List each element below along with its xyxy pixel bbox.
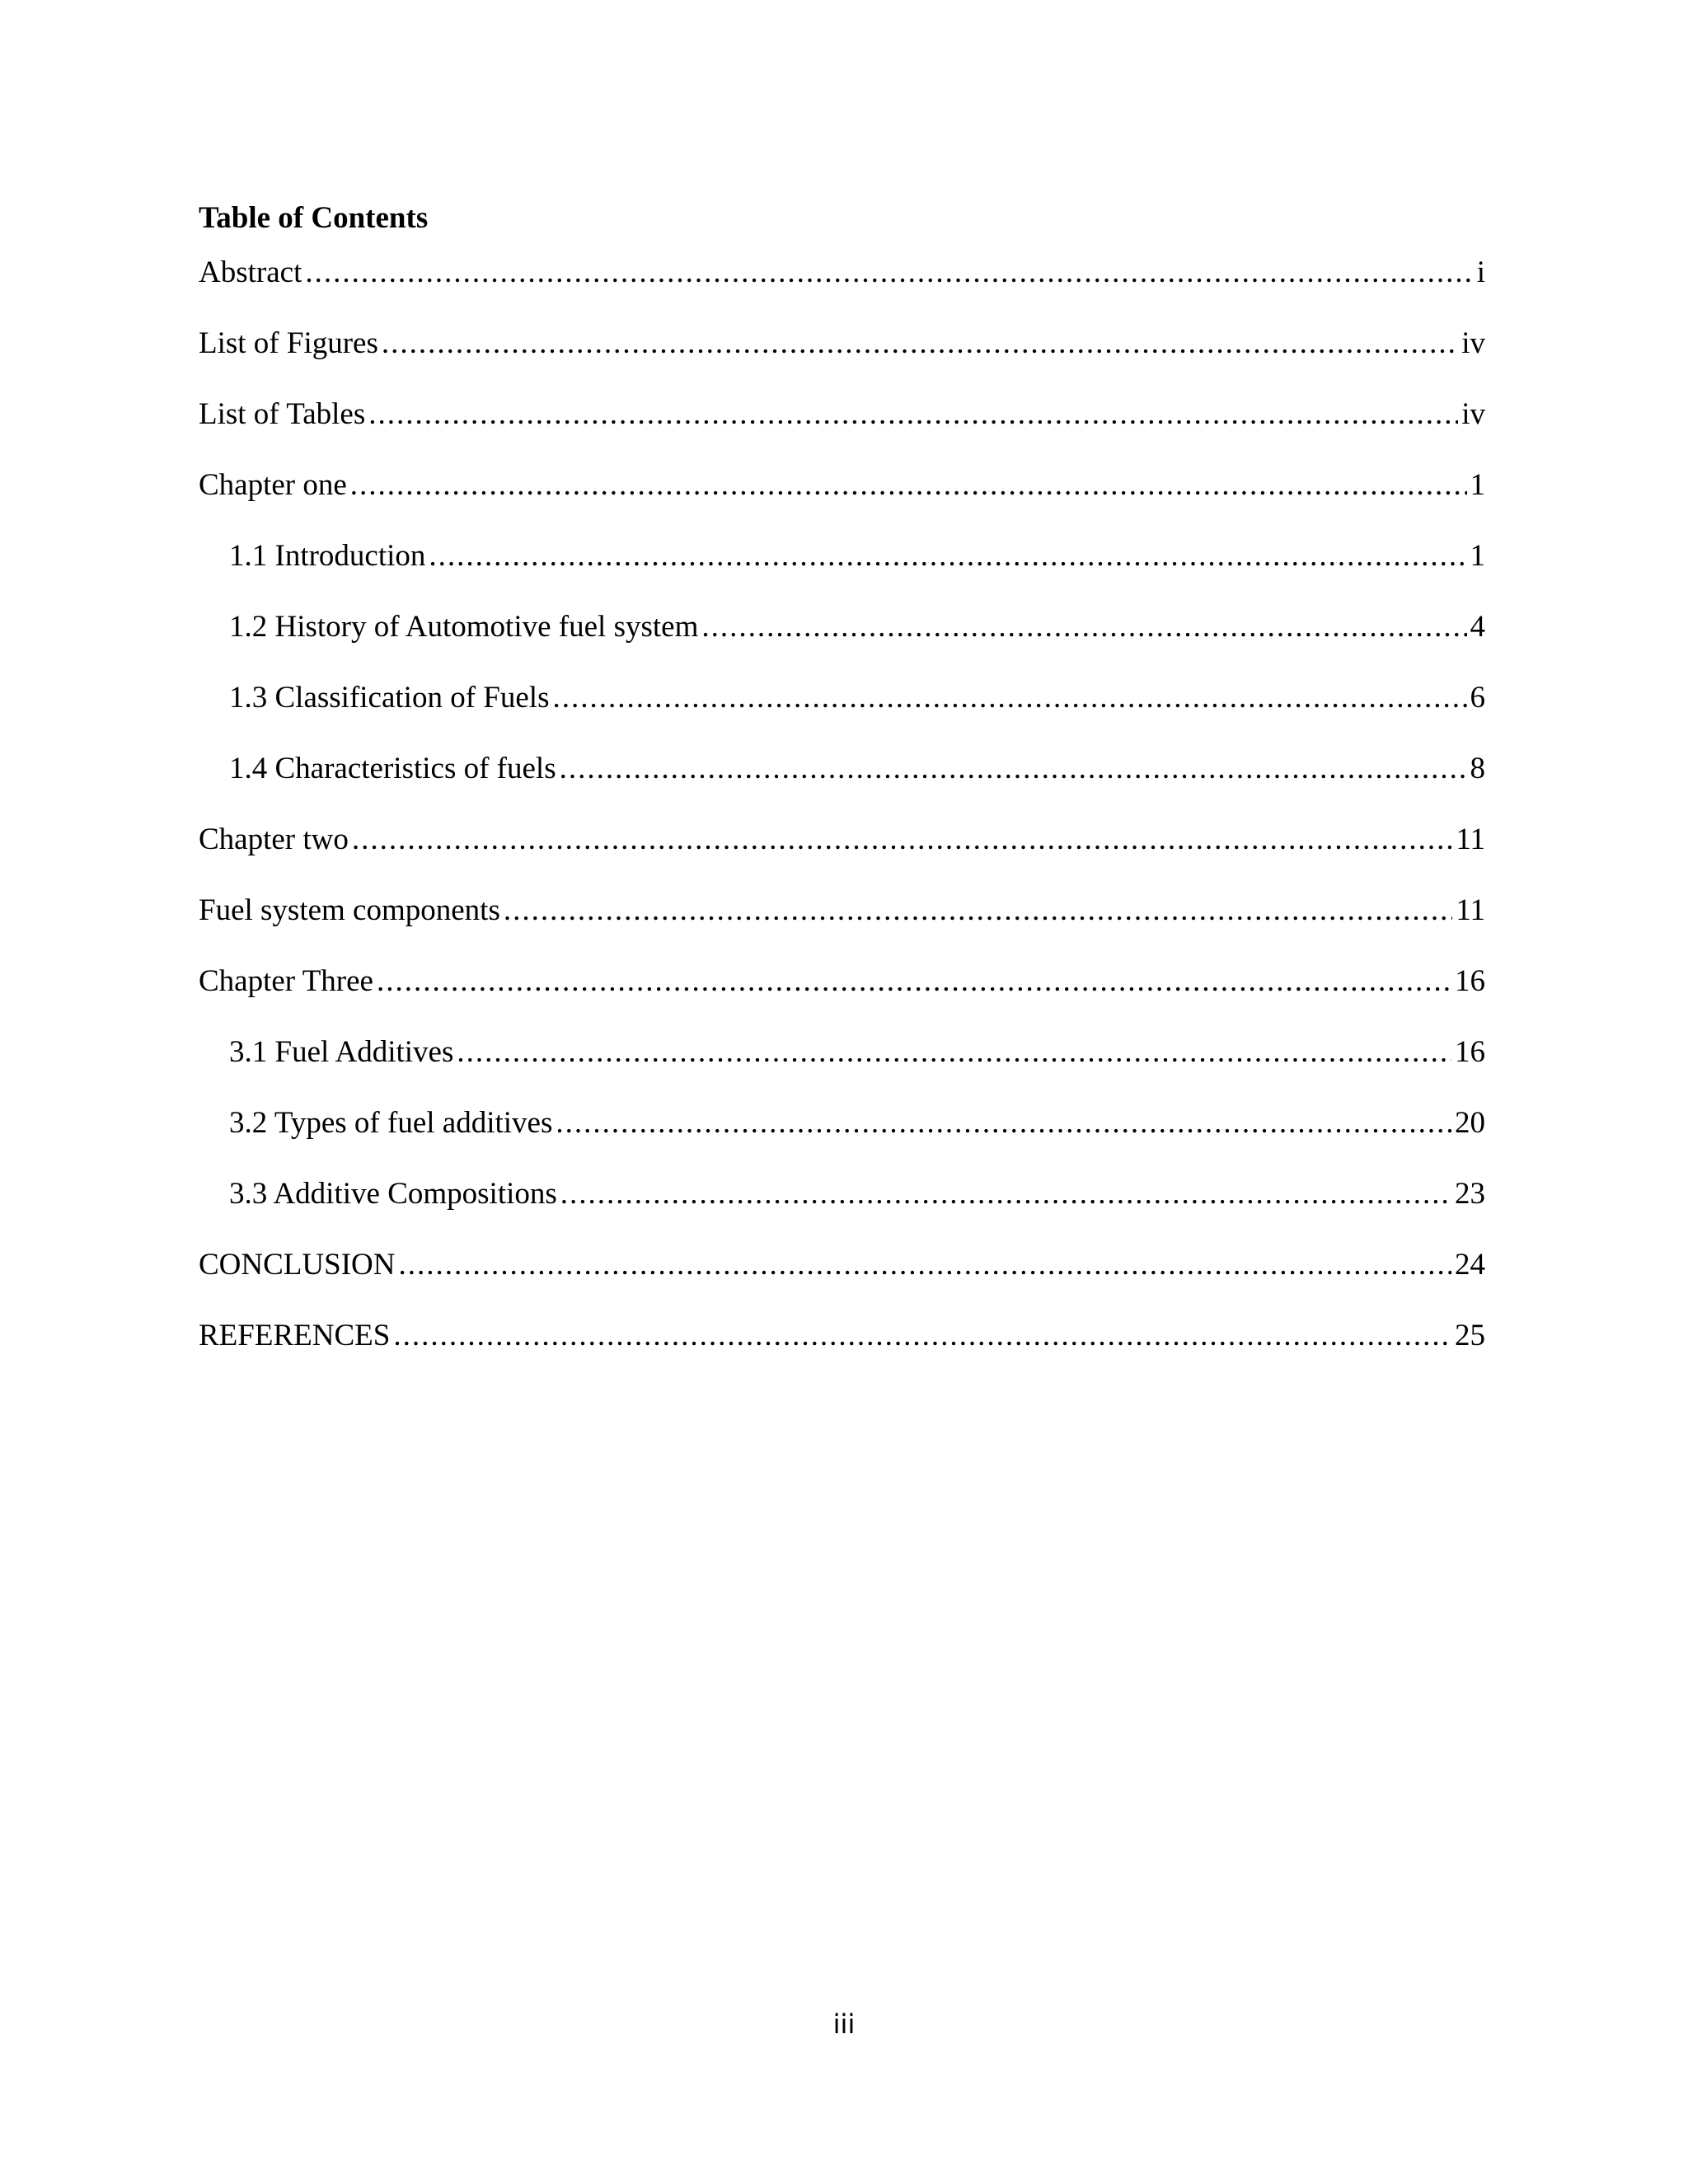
toc-entry-label: 1.1 Introduction xyxy=(229,539,426,573)
toc-entry-label: Chapter one xyxy=(199,468,347,502)
toc-entry-page: 1 xyxy=(1470,539,1485,573)
dot-leader xyxy=(701,606,1466,649)
toc-entry-classification[interactable] xyxy=(199,677,1485,748)
toc-entry-page: iv xyxy=(1461,326,1485,360)
toc-title: Table of Contents xyxy=(199,201,429,235)
toc-entry-label: REFERENCES xyxy=(199,1319,391,1352)
dot-leader xyxy=(457,1031,1451,1074)
toc-entry-page: 4 xyxy=(1470,610,1485,644)
toc-entry-conclusion[interactable] xyxy=(199,1244,1485,1315)
dot-leader xyxy=(560,748,1467,790)
toc-entry-chapter-three[interactable] xyxy=(199,960,1485,1031)
toc-list xyxy=(199,251,1485,1385)
toc-entry-page: 11 xyxy=(1456,893,1485,927)
dot-leader xyxy=(377,960,1451,1003)
dot-leader xyxy=(398,1244,1451,1286)
toc-entry-additive-compositions[interactable] xyxy=(199,1173,1485,1244)
toc-entry-page: 20 xyxy=(1455,1106,1485,1140)
toc-entry-page: iv xyxy=(1461,397,1485,431)
toc-entry-label: List of Tables xyxy=(199,397,366,431)
dot-leader xyxy=(393,1315,1451,1357)
toc-entry-page: i xyxy=(1476,255,1485,289)
toc-entry-label: Abstract xyxy=(199,255,302,289)
toc-entry-page: 25 xyxy=(1455,1319,1485,1352)
toc-entry-introduction[interactable] xyxy=(199,535,1485,606)
toc-entry-label: 3.1 Fuel Additives xyxy=(229,1035,454,1069)
toc-entry-list-of-figures[interactable] xyxy=(199,322,1485,393)
dot-leader xyxy=(552,677,1466,719)
page-number: iii xyxy=(832,2008,856,2040)
toc-entry-page: 1 xyxy=(1470,468,1485,502)
toc-entry-characteristics[interactable] xyxy=(199,748,1485,818)
toc-entry-page: 6 xyxy=(1470,681,1485,715)
toc-entry-label: 3.2 Types of fuel additives xyxy=(229,1106,553,1140)
toc-entry-page: 8 xyxy=(1470,752,1485,785)
dot-leader xyxy=(368,393,1458,436)
toc-entry-page: 23 xyxy=(1455,1177,1485,1211)
toc-entry-label: Chapter two xyxy=(199,823,349,856)
dot-leader xyxy=(560,1173,1451,1216)
toc-entry-types-of-fuel-additives[interactable] xyxy=(199,1102,1485,1173)
toc-entry-page: 24 xyxy=(1455,1248,1485,1282)
toc-entry-label: Fuel system components xyxy=(199,893,500,927)
dot-leader xyxy=(556,1102,1451,1145)
toc-entry-fuel-additives[interactable] xyxy=(199,1031,1485,1102)
toc-entry-abstract[interactable] xyxy=(199,251,1485,322)
toc-entry-page: 16 xyxy=(1455,964,1485,998)
toc-entry-fuel-system-components[interactable] xyxy=(199,889,1485,960)
toc-entry-label: 1.3 Classification of Fuels xyxy=(229,681,550,715)
toc-entry-chapter-two[interactable] xyxy=(199,818,1485,889)
dot-leader xyxy=(305,251,1473,294)
dot-leader xyxy=(429,535,1466,578)
toc-entry-label: List of Figures xyxy=(199,326,378,360)
toc-entry-chapter-one[interactable] xyxy=(199,464,1485,535)
toc-entry-label: 3.3 Additive Compositions xyxy=(229,1177,557,1211)
toc-entry-label: 1.4 Characteristics of fuels xyxy=(229,752,556,785)
dot-leader xyxy=(352,818,1452,861)
dot-leader xyxy=(382,322,1458,365)
dot-leader xyxy=(350,464,1467,507)
toc-entry-history[interactable] xyxy=(199,606,1485,677)
toc-entry-page: 16 xyxy=(1455,1035,1485,1069)
toc-entry-label: Chapter Three xyxy=(199,964,373,998)
toc-entry-label: CONCLUSION xyxy=(199,1248,396,1282)
toc-entry-references[interactable] xyxy=(199,1315,1485,1385)
dot-leader xyxy=(504,889,1452,932)
toc-entry-page: 11 xyxy=(1456,823,1485,856)
toc-entry-label: 1.2 History of Automotive fuel system xyxy=(229,610,699,644)
toc-entry-list-of-tables[interactable] xyxy=(199,393,1485,464)
